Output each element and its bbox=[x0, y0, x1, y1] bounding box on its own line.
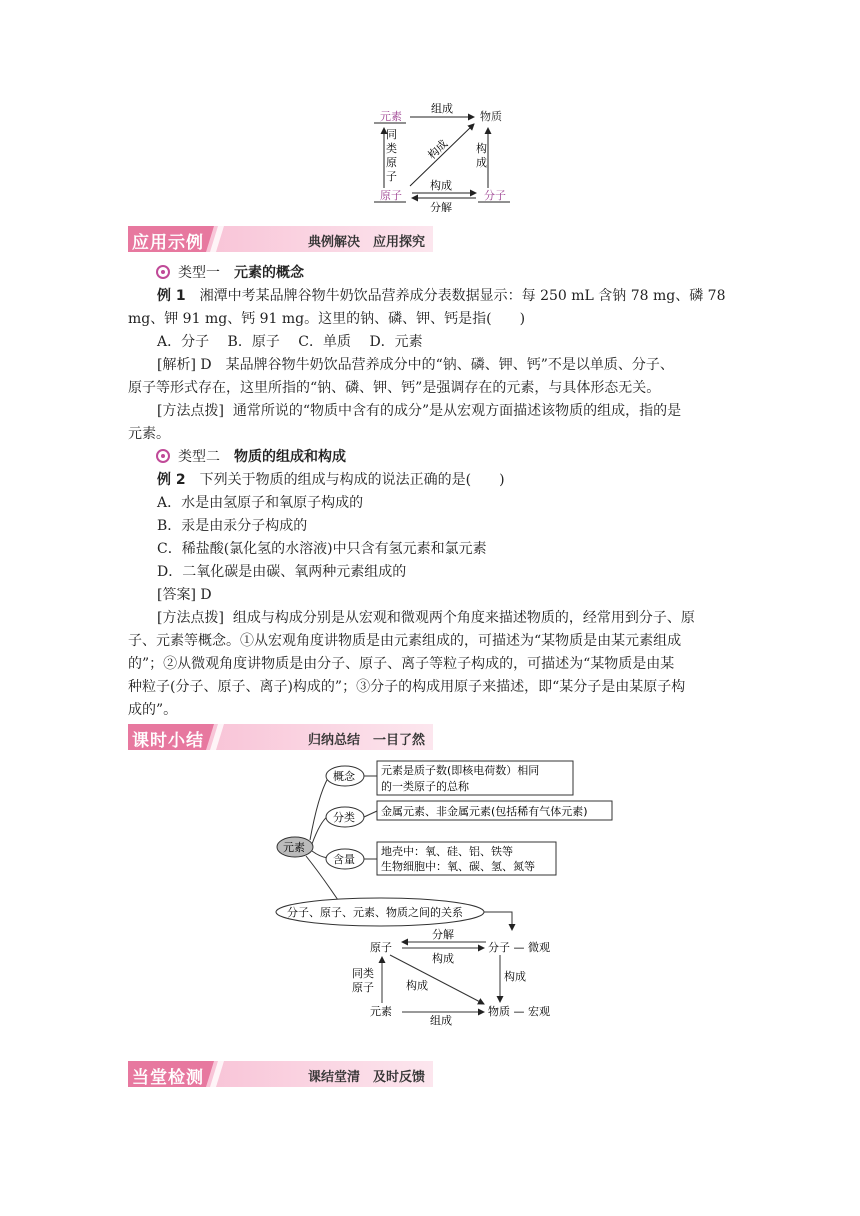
concept-text-2: 的一类原子的总称 bbox=[381, 780, 469, 793]
section-banner-check bbox=[128, 1061, 433, 1087]
summary-mindmap bbox=[270, 756, 620, 1028]
example1-analysis: [解析] D 某品牌谷物牛奶饮品营养成分中的“钠、磷、钾、钙”不是以单质、分子、 bbox=[157, 357, 674, 373]
example2-answer: [答案] D bbox=[157, 587, 212, 603]
constitute-right-2: 成 bbox=[476, 156, 487, 169]
element-node: 元素 bbox=[370, 1005, 392, 1018]
banner-title: 当堂检测 bbox=[132, 1068, 204, 1088]
content-label: 含量 bbox=[333, 853, 355, 866]
constitute-diag-label: 构成 bbox=[406, 979, 428, 992]
banner-subtitle: 课结堂清 及时反馈 bbox=[307, 1070, 425, 1085]
molecule-node: 分子 bbox=[484, 189, 506, 202]
class-text: 金属元素、非金属元素(包括稀有气体元素) bbox=[381, 805, 588, 818]
example1-question-cont: mg、钾 91 mg、钙 91 mg。这里的钠、磷、钾、钙是指( ) bbox=[128, 311, 526, 327]
example2-method-cont3: 种粒子(分子、原子、离子)构成的”；③分子的构成用原子来描述，即“某分子是由某原子构 bbox=[128, 679, 686, 695]
example2-option-d: D．二氧化碳是由碳、氧两种元素组成的 bbox=[157, 564, 407, 580]
constitute-top-label: 构成 bbox=[432, 952, 454, 965]
example2-option-b: B．汞是由汞分子构成的 bbox=[157, 518, 308, 534]
concept-text-1: 元素是质子数(即核电荷数）相同 bbox=[381, 764, 540, 777]
compose-label: 组成 bbox=[430, 1014, 452, 1027]
example2-method-cont2: 的”；②从微观角度讲物质是由分子、原子、离子等粒子构成的，可描述为“某物质是由某 bbox=[128, 656, 675, 672]
same-kind-2: 原子 bbox=[352, 981, 374, 994]
root-label: 元素 bbox=[283, 841, 305, 854]
molecule-micro-node: 分子 — 微观 bbox=[488, 941, 550, 954]
constitute-diag-label: 构成 bbox=[425, 137, 451, 162]
class-label: 分类 bbox=[333, 811, 355, 824]
concept-label: 概念 bbox=[333, 770, 355, 783]
example1-method: [方法点拨] 通常所说的“物质中含有的成分”是从宏观方面描述该物质的组成，指的是 bbox=[157, 403, 682, 419]
target-bullet-icon bbox=[156, 449, 170, 463]
content-text-2: 生物细胞中：氧、碳、氢、氮等 bbox=[381, 860, 535, 873]
same-kind-4: 子 bbox=[386, 170, 397, 183]
example2-method: [方法点拨] 组成与构成分别是从宏观和微观两个角度来描述物质的，经常用到分子、原 bbox=[157, 610, 695, 626]
section-banner-example bbox=[128, 226, 433, 252]
example2-method-cont1: 子、元素等概念。①从宏观角度讲物质是由元素组成的，可描述为“某物质是由某元素组成 bbox=[128, 633, 682, 649]
matter-macro-node: 物质 — 宏观 bbox=[488, 1005, 550, 1018]
atom-node: 原子 bbox=[380, 189, 402, 202]
same-kind-3: 原 bbox=[386, 156, 397, 169]
atom-node: 原子 bbox=[370, 941, 392, 954]
banner-subtitle: 典例解决 应用探究 bbox=[307, 235, 425, 250]
example1-options: A．分子 B．原子 C．单质 D．元素 bbox=[157, 334, 423, 350]
matter-node: 物质 bbox=[480, 110, 502, 123]
banner-title: 应用示例 bbox=[132, 233, 204, 253]
type2-heading: 类型二 物质的组成和构成 bbox=[156, 446, 766, 468]
example2-option-a: A．水是由氢原子和氧原子构成的 bbox=[157, 495, 364, 511]
example2-method-cont4: 成的”。 bbox=[128, 702, 178, 718]
constitute-right-label: 构成 bbox=[504, 970, 526, 983]
example1-analysis-cont: 原子等形式存在，这里所指的“钠、磷、钾、钙”是强调存在的元素，与具体形态无关。 bbox=[128, 380, 661, 396]
constitute-right-1: 构 bbox=[476, 142, 487, 155]
same-kind-2: 类 bbox=[386, 142, 397, 155]
same-kind-1: 同类 bbox=[352, 967, 374, 980]
banner-title: 课时小结 bbox=[132, 731, 204, 751]
element-node: 元素 bbox=[380, 110, 402, 123]
section-banner-summary bbox=[128, 724, 433, 750]
type1-heading: 类型一 元素的概念 bbox=[156, 262, 766, 284]
example2-question: 例 2 下列关于物质的组成与构成的说法正确的是( ) bbox=[157, 472, 505, 488]
content-text-1: 地壳中：氧、硅、铝、铁等 bbox=[381, 845, 513, 858]
example2-option-c: C．稀盐酸(氯化氢的水溶液)中只含有氢元素和氯元素 bbox=[157, 541, 487, 557]
decompose-label: 分解 bbox=[430, 201, 452, 212]
same-kind-1: 同 bbox=[386, 128, 397, 141]
target-bullet-icon bbox=[156, 265, 170, 279]
banner-subtitle: 归纳总结 一目了然 bbox=[307, 733, 425, 748]
example1-method-cont: 元素。 bbox=[128, 426, 170, 442]
example1-question: 例 1 湘潭中考某品牌谷物牛奶饮品营养成分表数据显示：每 250 mL 含钠 78 mg、磷 78 bbox=[157, 288, 726, 304]
decompose-label: 分解 bbox=[432, 928, 454, 941]
element-relation-diagram bbox=[370, 100, 520, 212]
relation-label: 分子、原子、元素、物质之间的关系 bbox=[287, 906, 463, 919]
constitute-bottom-label: 构成 bbox=[430, 179, 452, 192]
compose-label: 组成 bbox=[431, 102, 453, 115]
